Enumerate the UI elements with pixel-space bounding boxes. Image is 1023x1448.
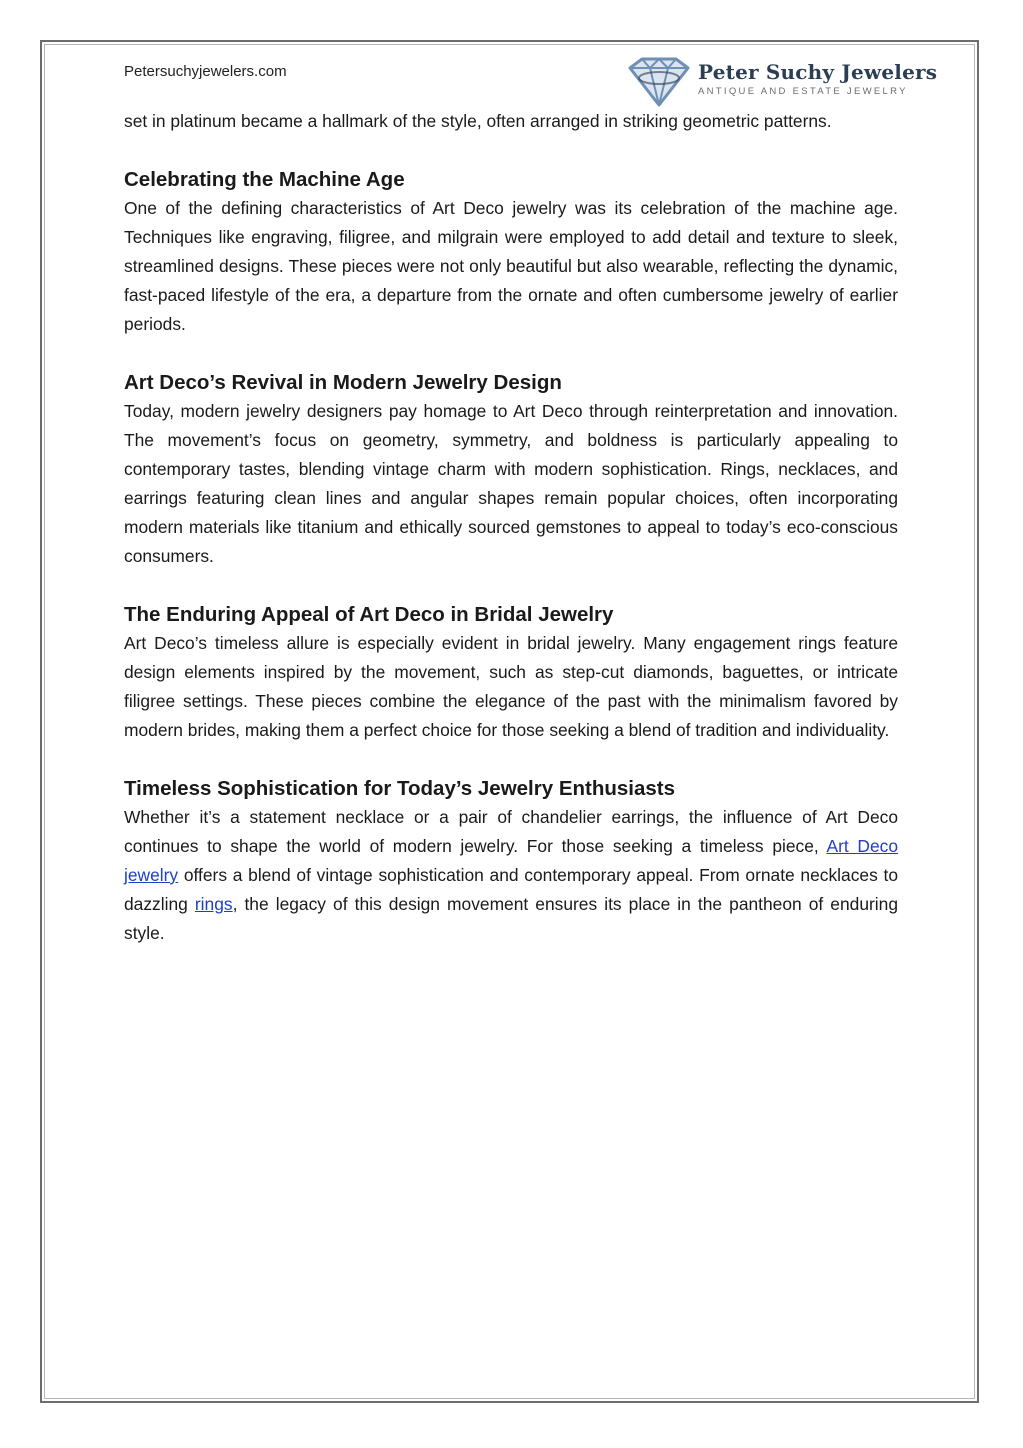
section-heading: The Enduring Appeal of Art Deco in Bridal Jewelry (124, 603, 614, 626)
company-logo (626, 56, 938, 108)
section-paragraph: One of the defining characteristics of Art Deco jewelry was its celebration of the machine age. Techniques like engraving, filigree, and milgrain were employed to add detail and texture to sleek, streamlined designs. These pieces were not only beautiful but also wearable, reflecting the dynamic, fast-paced lifestyle of the era, a departure from the ornate and often cumbersome jewelry of earlier periods. (124, 198, 898, 334)
paragraph-text: offers a blend of vintage sophistication and contemporary appeal. From ornate necklaces to dazzling (124, 865, 898, 914)
document-body (124, 107, 898, 948)
section-paragraph: Art Deco’s timeless allure is especially evident in bridal jewelry. Many engagement rings feature design elements inspired by the movement, such as step-cut diamonds, baguettes, or intricate filigree settings. These pieces combine the elegance of the past with the minimalism favored by modern brides, making them a perfect choice for those seeking a blend of tradition and individuality. (124, 633, 898, 740)
section-heading: Celebrating the Machine Age (124, 168, 405, 191)
section-paragraph: Today, modern jewelry designers pay homage to Art Deco through reinterpretation and innovation. The movement’s focus on geometry, symmetry, and boldness is particularly appealing to contemporary tastes, blending vintage charm with modern sophistication. Rings, necklaces, and earrings featuring clean lines and angular shapes remain popular choices, often incorporating modern materials like titanium and ethically sourced gemstones to appeal to today’s eco-conscious consumers. (124, 401, 898, 566)
diamond-icon (626, 56, 692, 108)
section-paragraph (124, 803, 898, 948)
rings-link[interactable]: rings (194, 894, 233, 914)
site-url: Petersuchyjewelers.com (124, 63, 287, 80)
section-heading: Art Deco’s Revival in Modern Jewelry Design (124, 371, 562, 394)
paragraph-text: , the legacy of this design movement ensures its place in the pantheon of enduring style. (124, 894, 898, 943)
logo-name: Peter Suchy Jewelers (698, 60, 938, 84)
paragraph-text: Whether it’s a statement necklace or a pair of chandelier earrings, the influence of Art Deco continues to shape the world of modern jewelry. For those seeking a timeless piece, (124, 807, 898, 856)
intro-paragraph: set in platinum became a hallmark of the style, often arranged in striking geometric patterns. (124, 111, 832, 131)
section-heading: Timeless Sophistication for Today’s Jewelry Enthusiasts (124, 777, 676, 800)
logo-tagline: ANTIQUE AND ESTATE JEWELRY (698, 86, 908, 97)
art-deco-jewelry-link[interactable]: Art Deco jewelry (124, 836, 898, 885)
